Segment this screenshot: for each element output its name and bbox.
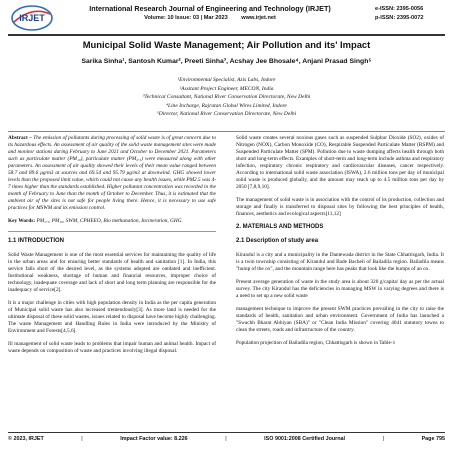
right-column [236,135,444,353]
author-list: Sarika Sinha¹, Santosh Kumar², Preeti Sinha³, Acshay Jee Bhosale⁴, Anjani Prasad Singh⁵ [81,58,372,65]
paper-title: Municipal Solid Waste Management; Air Pollution and its' Impact [82,39,371,50]
header-divider [8,34,445,36]
svg-text:IRJET: IRJET [19,13,45,23]
affiliation: ⁵Director, National River Conservation Directorate, New Delhi [156,111,297,118]
journal-header [8,4,445,34]
keywords-text: PM₂.₅, PM₁₀, SWM, CPHEEO, Bio methanation, Incineration, GHG. [36,218,183,224]
volume-issue: Volume: 10 Issue: 03 | Mar 2023 [144,15,228,21]
paragraph: The management of solid waste is in association with the control of its production, collection and storage and finally is transferred to disposal sites by following the best principles of health, finances, aesthetics and ecological aspects[11,12] [236,197,444,217]
abstract-label: Abstract – [8,135,32,141]
affiliations [8,76,445,119]
section-heading: 2. MATERIALS AND METHODS [236,224,324,230]
paragraph: Ill management of solid waste leads to problems that impair human and animal health. Impact of waste depends on composition of waste and practices involving illegal disposal. [8,341,216,354]
paragraph: Kirandul is a city and a municipality in the Dantewada district in the State Chhattisgarh, India. It is a twin township consisting of Kirandul and Bade Bacheli of Bailadila region. Bailadila means "hump of the ox", and the mountain range here has peaks that look like the humps of an ox. [236,252,444,272]
page-number: Page 795 [421,436,445,442]
left-column [8,135,216,361]
iso-certification: ISO 9001:2008 Certified Journal [264,436,346,442]
journal-website[interactable]: www.irjet.net [241,15,276,21]
subsection-heading: 2.1 Description of study area [236,238,319,244]
paragraph: It is a major challenge in cities with high population density in India as the per capita generation of Municipal solid waste has also increased tremendously[3]. As more land is needed for the ultimate disposal of these solid wastes, issues related to disposal have become highly challenging. The waste Management and Handling Rules in India were introduced by the Ministry of Environment and Forests[4,5,6]. [8,300,216,334]
title-divider [8,131,445,132]
affiliation: ²Assitant Project Engineer, MECON, India [179,85,274,92]
page-footer: © 2023, IRJET | Impact Factor value: 8.226 | ISO 9001:2008 Certified Journal | Page 795 [8,436,445,442]
impact-factor: Impact Factor value: 8.226 [120,436,188,442]
section-heading: 1.1 INTRODUCTION [8,238,65,244]
paragraph: management technique to improve the present SWM practices prevailing in the city to raise the standards of health, sanitation and urban environment. Government of India has launched a "Swachh Bharat Abhiyan (SBA)" or "Clean India Mission" covering 4041 statutory towns to clean the streets, roads and infrastructure of the country. [236,306,444,333]
footer-divider [8,432,445,433]
paragraph: Solid Waste Management is one of the most essential services for maintaining the quality of life in the urban areas and for ensuring better standards of health and sanitation [1]. In India, this service falls short of the desired level, as the systems adopted are outdated and inefficient. Institutional weakness, shortage of human and financial resources, improper choice of technology, inadequate coverage and lack of short and long term planning are responsible for the inadequacy of service[2]. [8,252,216,293]
paragraph: Population projection of Bailadila region, Chhattisgarh is shown in Table-1 [236,340,396,346]
abstract [8,135,216,212]
affiliation: ³Technical Consultant, National River Conservation Directorate, New Delhi [142,94,311,101]
abstract-divider [8,231,216,232]
pissn: p-ISSN: 2395-0072 [375,15,424,21]
abstract-text: The emission of pollutants during processing of solid waste is of great concern due to its hazardous effects. An assessment of air quality of the solid waste management sites were made and monitor stations during February to June 2021 and October to December 2021. Parameters such as particulate matter (PM₁₀), particulate matter (PM₂.₅) were measured along with other parameters. An assessment of air quality showed their levels of their mean value ranged between 58.7 and 89.6 μg/m3 at sources and 69.54 and 95.79 μg/m3 at downwind. GHG showed lower levels than the proposed limit value, which could not cause any health issues, while PM2.5 was 4-7 times higher than the standards established. Higher pollutant concentration was recorded in the month of February to June than the month of October to December. Thus, it is estimated that the ambient air of the sites is not safe for people living there. Hence, it is necessary to use safe practices for MSWM and its emission control. [8,135,216,211]
eissn: e-ISSN: 2395-0056 [375,6,424,12]
irjet-logo [10,4,54,32]
keywords-label: Key Words: [8,218,36,224]
affiliation: ¹Environmental Specialist, Azis Labs, Indore [177,77,276,83]
paragraph: Solid waste creates several noxious gases such as suspended Sulphur Dioxide (SO2), oxides of Nitrogen (NOX), Carbon Monoxide (CO), Respirable Suspended Particulate Matter (RSPM) and Suspended Particulate Matter (SPM). Pollution due to waste dumping affects health through both short and long-term effects. Examples of short-term and long-term include asthma and respiratory infection, respiratory chronic respiratory and cardiovascular diseases, cancer respectively. According to international solid waste association (ISWA), 2.6 million tons per day of municipal solid waste is produced globally, and the amount may reach up to 4.5 million tons per day by 2050 [7,8,9,10]. [236,135,444,190]
affiliation: ⁴Line Incharge, Rajratan Global Wires Limited, Indore [166,102,287,109]
issn-block [375,5,445,23]
keywords [8,218,216,225]
paragraph: Present average generation of waste in the study area is about 320 g/capita/ day as per the actual survey. The city Kirandul has the deficiencies in managing MSW in varying degrees and there is a need to set up a new solid waste [236,279,444,299]
journal-name: International Research Journal of Engineering and Technology (IRJET) [89,4,331,13]
copyright: © 2023, IRJET [8,436,44,442]
